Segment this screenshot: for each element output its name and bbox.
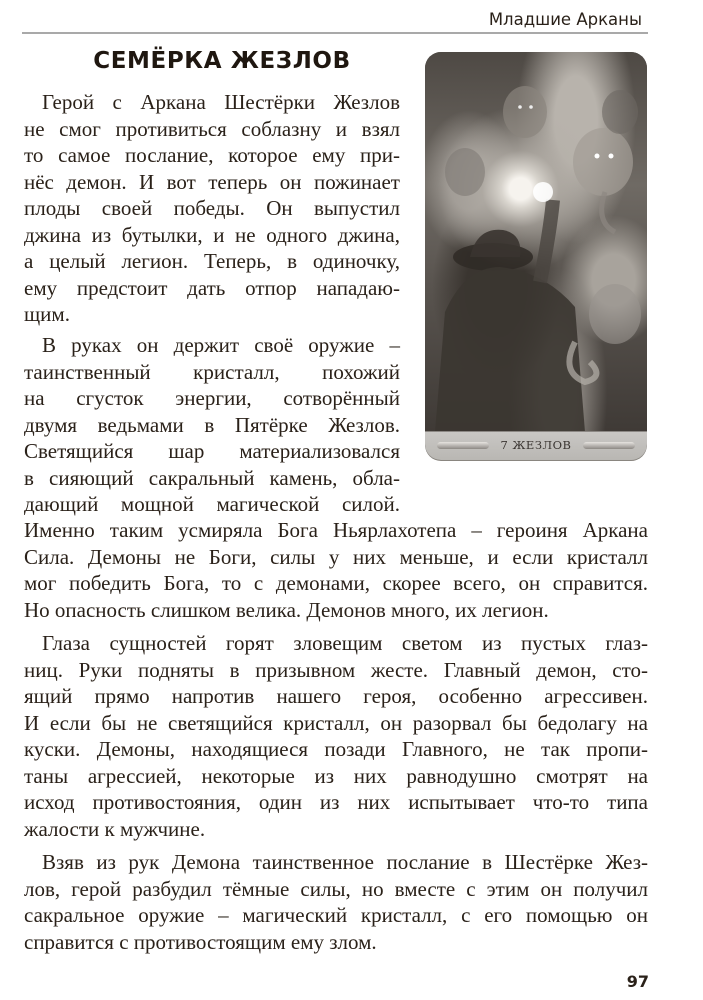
paragraph-4 [24, 849, 648, 955]
text-line: нёс демон. И вот теперь он пожинает [24, 169, 400, 194]
paragraph-2-narrow [24, 332, 400, 518]
scroll-ornament-icon [583, 442, 635, 449]
text-line: И если бы не светящийся кристалл, он разорвал бы бедолагу на [24, 710, 648, 735]
text-line: Глаза сущностей горят зловещим светом из пустых глаз- [42, 631, 648, 655]
text-line: джина из бутылки, и не одного джина, [24, 222, 400, 247]
text-line: Взяв из рук Демона таинственное послание в Шестёрке Жез- [42, 850, 648, 874]
text-line: не смог противиться соблазну и взял [24, 116, 400, 141]
text-line: то самое послание, которое ему при- [24, 143, 400, 167]
paragraph-1 [24, 89, 400, 328]
text-line: Сила. Демоны не Боги, силы у них меньше, и если кристалл [24, 544, 648, 569]
text-line: исход противостояния, один из них испытывает что-то типа [24, 790, 648, 814]
text-line: лов, герой разбудил тёмные силы, но вместе с этим он получил [24, 876, 648, 901]
text-line: плоды своей победы. Он выпустил [24, 196, 400, 220]
text-line: сакральное оружие – магический кристалл, с его помощью он [24, 903, 648, 927]
text-line: дающий мощной магической силой. [24, 492, 400, 516]
text-line: Именно таким усмиряла Бога Ньярлахотепа – героиня Аркана [24, 518, 648, 542]
card-label-banner [425, 431, 647, 460]
text-line: Но опасность слишком велика. Демонов много, их легион. [24, 597, 549, 622]
paragraph-3 [24, 630, 648, 842]
text-line: на сгусток энергии, сотворённый [24, 386, 400, 410]
page-title: СЕМЁРКА ЖЕЗЛОВ [93, 48, 351, 74]
text-line: ящий прямо напротив нашего героя, особенно агрессивен. [24, 684, 648, 708]
text-line: таинственный кристалл, похожий [24, 359, 400, 384]
text-line: В руках он держит своё оружие – [42, 333, 400, 357]
demons-crystal-illustration-icon [425, 52, 647, 432]
card-label: 7 ЖЕЗЛОВ [500, 438, 572, 452]
text-line: справится с противостоящим ему злом. [24, 929, 377, 954]
text-line: жалости к мужчине. [24, 816, 206, 841]
text-line: в сияющий сакральный камень, обла- [24, 465, 400, 490]
running-head-title: Младшие Арканы [488, 10, 642, 29]
text-line: двумя ведьмами в Пятёрке Жезлов. [24, 412, 400, 437]
paragraph-2-wide [24, 517, 648, 623]
text-line: мог победить Бога, то с демонами, скорее всего, он справится. [24, 571, 648, 595]
text-line: Герой с Аркана Шестёрки Жезлов [42, 90, 400, 114]
text-line: щим. [24, 302, 70, 326]
card-artwork-image [425, 52, 647, 432]
text-line: таны агрессией, некоторые из них равнодушно смотрят на [24, 763, 648, 788]
text-line: куски. Демоны, находящиеся позади Главного, не так пропи- [24, 737, 648, 761]
page-number: 97 [626, 972, 649, 991]
text-line: а целый легион. Теперь, в одиночку, [24, 249, 400, 273]
running-head [22, 4, 648, 34]
text-line: ниц. Руки подняты в призывном жесте. Главный демон, сто- [24, 657, 648, 682]
text-line: ему предстоит дать отпор нападаю- [24, 275, 400, 300]
text-line: Светящийся шар материализовался [24, 439, 400, 463]
tarot-card-illustration [425, 52, 647, 460]
